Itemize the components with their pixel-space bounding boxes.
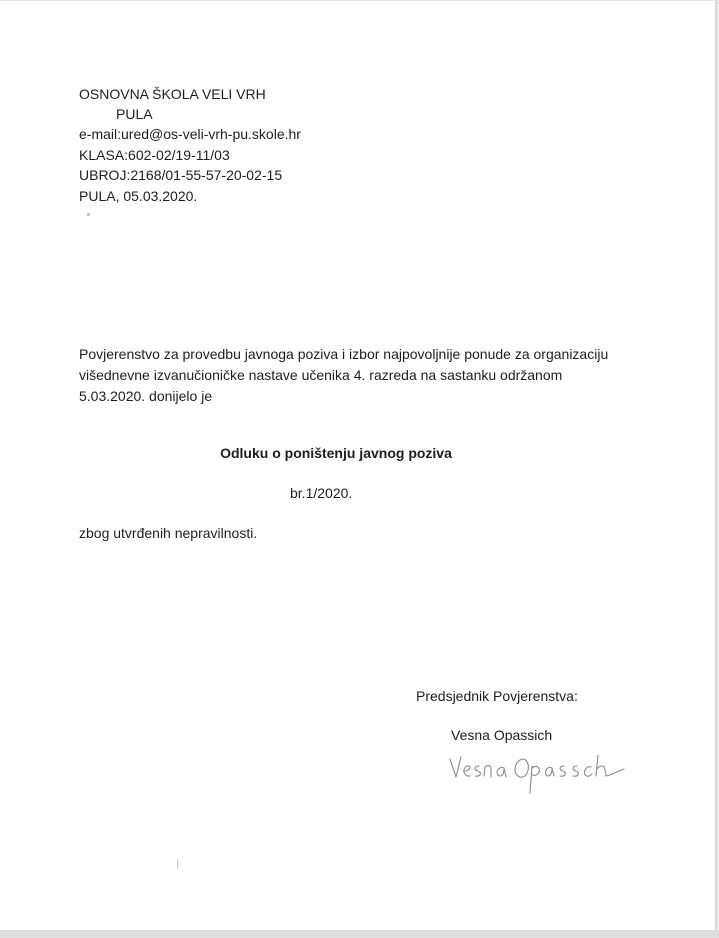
school-city: PULA [116,106,153,122]
school-email: e-mail:ured@os-veli-vrh-pu.skole.hr [79,126,301,142]
scan-mark [177,859,178,869]
signatory-name: Vesna Opassich [451,727,553,743]
scan-speck [87,213,90,216]
handwritten-signature [446,751,631,799]
scan-bottom-edge [0,930,719,938]
place-and-date: PULA, 05.03.2020. [79,188,198,204]
urbroj-reference: UBROJ:2168/01-55-57-20-02-15 [79,167,283,183]
klasa-reference: KLASA:602-02/19-11/03 [79,147,230,163]
school-name: OSNOVNA ŠKOLA VELI VRH [79,86,266,102]
decision-reason: zbog utvrđenih nepravilnosti. [79,525,258,541]
decision-number: br.1/2020. [290,485,353,501]
decision-title: Odluku o poništenju javnog poziva [220,445,452,461]
intro-paragraph: Povjerenstvo za provedbu javnoga poziva i izbor najpovoljnije ponude za organizaciju višednevne izvanučioničke nastave učenika 4. razreda na sastanku održanom 5.03.2020. donijelo je [79,346,609,404]
signatory-title: Predsjednik Povjerenstva: [416,688,578,704]
